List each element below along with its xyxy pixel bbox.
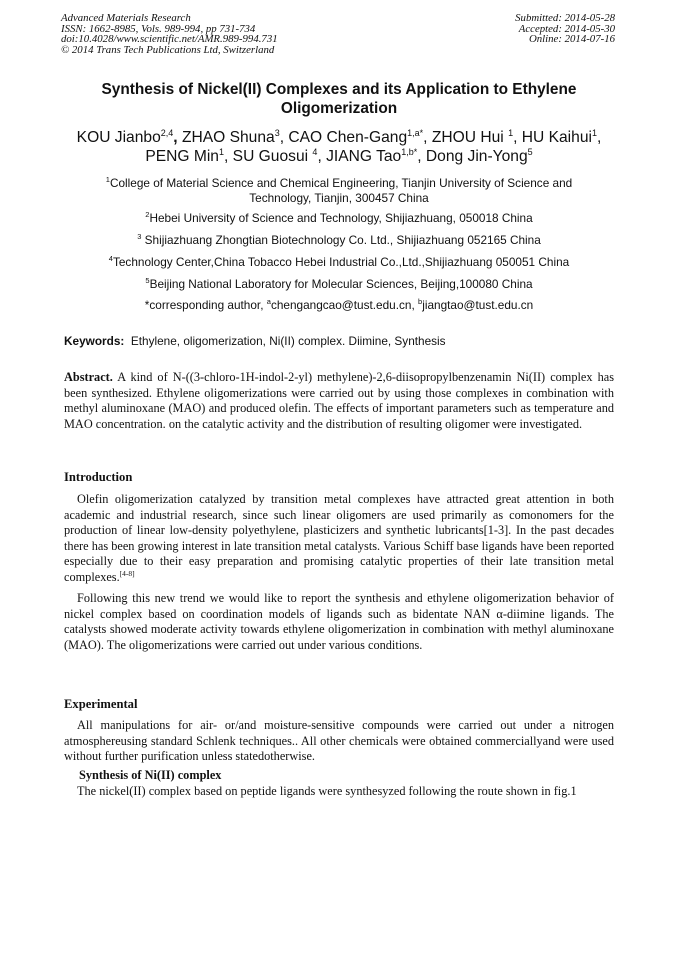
keywords xyxy=(64,334,624,348)
submitted-date: Submitted: 2014-05-28 xyxy=(515,12,615,24)
abstract-text: A kind of N-((3-chloro-1H-indol-2-yl) methylene)-2,6-diisopropylbenzenamin Ni(II) complex has been synthesized. Ethylene oligomerizations were carried out by using those complexes in combination with methyl aluminoxane (MAO) and produced olefin. The effects of important parameters such as temperature and MAO concentration. on the catalytic activity and the distribution of resulting oligomer were investigated. xyxy=(64,370,614,431)
experimental-paragraph-1: All manipulations for air- or/and moisture-sensitive compounds were carried out under a nitrogen atmosphereusing standard Schlenk techniques.. All other chemicals were obtained commerciallyand were used without further purification unless statedotherwise. xyxy=(64,718,614,763)
journal-name: Advanced Materials Research xyxy=(61,12,191,24)
keywords-text: Ethylene, oligomerization, Ni(II) complex. Diimine, Synthesis xyxy=(130,334,446,348)
author-name: PENG Min xyxy=(145,148,219,165)
subsection-heading-synthesis: Synthesis of Ni(II) complex xyxy=(79,768,222,782)
journal-header xyxy=(61,13,278,55)
keywords-label: Keywords: xyxy=(64,334,125,348)
copyright-line: © 2014 Trans Tech Publications Ltd, Switzerland xyxy=(61,43,275,56)
section-heading-experimental: Experimental xyxy=(64,697,138,711)
intro-paragraph-2: Following this new trend we would like to report the synthesis and ethylene oligomerization behavior of nickel complex based on coordination models of ligands such as bidentate NAN α-diimine ligands. The catalysts showed moderate activity towards ethylene oligomerization in combination with methyl aluminoxane (MAO). The oligomerizations were carried out under various conditions. xyxy=(64,591,614,652)
email-b: jiangtao@tust.edu.cn xyxy=(422,298,534,312)
citation-ref: [4-8] xyxy=(119,568,135,578)
abstract xyxy=(64,370,614,432)
author-name: Dong Jin-Yong xyxy=(425,148,528,165)
author-name: ZHOU Hui xyxy=(431,129,509,146)
affiliation-5: $^5$Beijing National Laboratory for Molecular Sciences, Beijing,100080 China xyxy=(145,276,533,291)
author-name: CAO Chen-Gang xyxy=(288,129,408,146)
experimental-paragraph-2: The nickel(II) complex based on peptide ligands were synthesyzed following the route shown in fig.1 xyxy=(77,784,577,798)
online-date: Online: 2014-07-16 xyxy=(528,33,615,45)
author-name: HU Kaihui xyxy=(521,129,592,146)
author-list: KOU Jianbo$^{2,4}$, ZHAO Shuna$^3$, CAO Chen-Gang$^{1,a*}$, ZHOU Hui $^1$, HU Kaihui$^1$, PENG Min$^1$, SU Guosui $^4$, JIANG Tao$^{1,b*}$, Dong Jin-Yong$^5$ xyxy=(76,127,602,165)
doi-line: doi:10.4028/www.scientific.net/AMR.989-994.731 xyxy=(61,33,278,45)
affiliation-1: $^1$College of Material Science and Chemical Engineering, Tianjin University of Science and Technology, Tianjin, 300457 China xyxy=(105,175,573,205)
accepted-date: Accepted: 2014-05-30 xyxy=(518,22,615,35)
author-name: JIANG Tao xyxy=(326,148,402,165)
abstract-label: Abstract. xyxy=(64,370,113,384)
section-heading-introduction: Introduction xyxy=(64,470,133,484)
author-name: ZHAO Shuna xyxy=(181,129,275,146)
affiliation-3: $^3$ Shijiazhuang Zhongtian Biotechnology Co. Ltd., Shijiazhuang 052165 China xyxy=(137,232,541,247)
intro-paragraph-1: Olefin oligomerization catalyzed by transition metal complexes have attracted great attention in both academic and industrial research, since such linear oligomers are used primarily as comonomers for the production of linear low-density polyethylene, plasticizers and synthetic lubricants[1-3]. In the past decades there has been growing interest in late transition metal catalysts. Various Schiff base ligands have been reported especially due to their easy preparation and promising catalytic properties of their late transition metal complexes.[4-8] xyxy=(64,492,614,584)
corresponding-author: *corresponding author, $^a$chengangcao@tust.edu.cn, $^b$jiangtao@tust.edu.cn xyxy=(144,297,534,312)
paper-title: Synthesis of Nickel(II) Complexes and its Application to Ethylene Oligomerization xyxy=(101,81,577,117)
affiliation-2: $^2$Hebei University of Science and Technology, Shijiazhuang, 050018 China xyxy=(145,210,533,225)
author-name: KOU Jianbo xyxy=(76,129,161,146)
author-name: SU Guosui xyxy=(232,148,313,165)
issn-line: ISSN: 1662-8985, Vols. 989-994, pp 731-734 xyxy=(61,22,256,35)
email-a: chengangcao@tust.edu.cn, xyxy=(270,298,419,312)
dates-header xyxy=(515,13,615,45)
affiliation-4: $^4$Technology Center,China Tobacco Hebei Industrial Co.,Ltd.,Shijiazhuang 050051 China xyxy=(108,254,570,269)
